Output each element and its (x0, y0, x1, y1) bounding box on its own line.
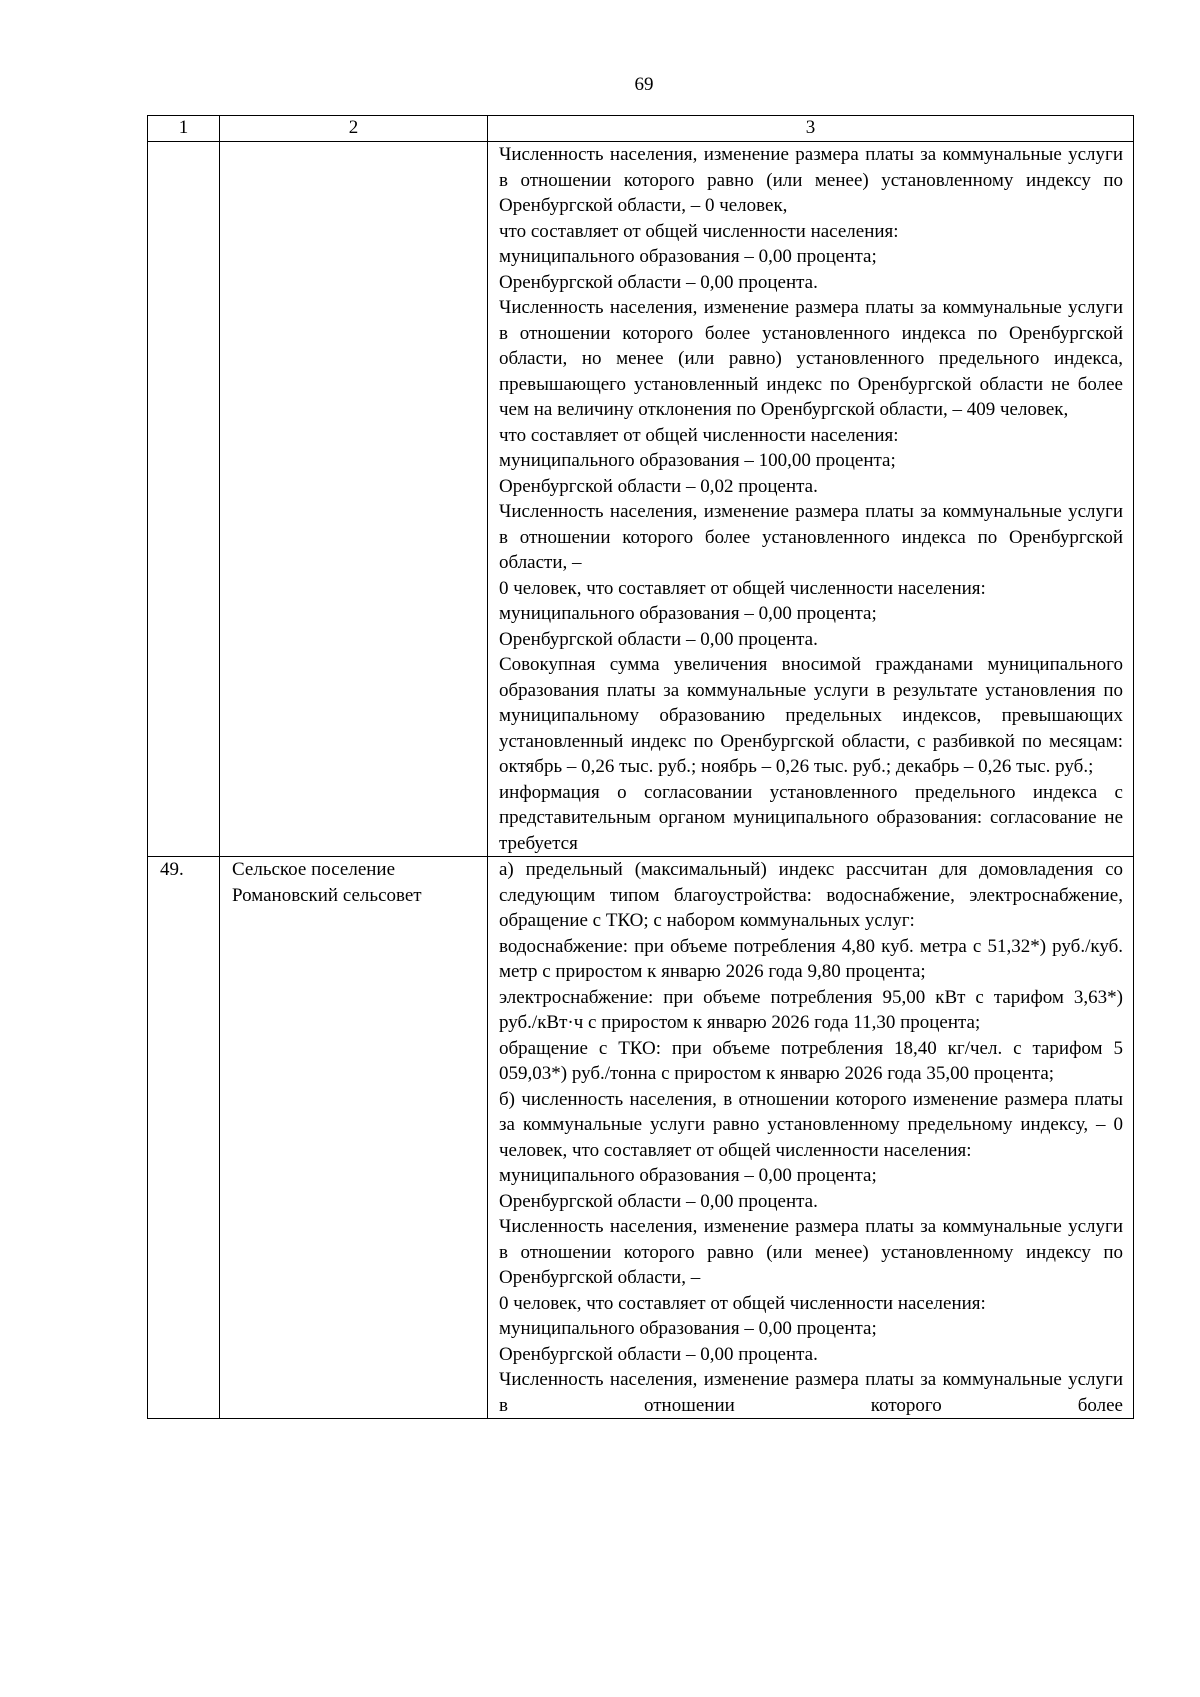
content-paragraph: 0 человек, что составляет от общей численности населения: (499, 577, 986, 599)
content-paragraph: муниципального образования – 0,00 процента; (499, 603, 877, 624)
table-row (148, 142, 1134, 857)
content-paragraph: информация о согласовании установленного предельного индекса с представительным органом муниципального образования: согласование не требуется (499, 781, 1123, 854)
content-paragraph: Оренбургской области – 0,00 процента. (499, 1343, 818, 1365)
content-paragraph: электроснабжение: при объеме потребления 95,00 кВт с тарифом 3,63*) руб./кВт·ч с приростом к январю 2026 года 11,30 процента; (499, 986, 1123, 1033)
page-number: 69 (634, 74, 654, 95)
row-number (148, 142, 220, 857)
row-content (488, 142, 1134, 857)
table-row (148, 857, 1134, 1419)
content-paragraph: Оренбургской области – 0,00 процента. (499, 628, 818, 650)
content-paragraph: Совокупная сумма увеличения вносимой гражданами муниципального образования платы за коммунальные услуги в результате установления по муниципальному образованию предельных индексов, превышающих установленный индекс по Оренбургской области, с разбивкой по месяцам: октябрь – 0,26 тыс. руб.; ноябрь – 0,26 тыс. руб.; декабрь – 0,26 тыс. руб.; (499, 654, 1123, 777)
content-paragraph: муниципального образования – 100,00 процента; (499, 450, 896, 471)
table-header-row (148, 116, 1134, 142)
content-paragraph: б) численность населения, в отношении которого изменение размера платы за коммунальные услуги равно установленному предельному индексу, – 0 человек, что составляет от общей численности населения: (499, 1088, 1123, 1161)
settlement-name: Сельское поселение Романовский сельсовет (220, 857, 488, 1419)
content-paragraph: Численность населения, изменение размера платы за коммунальные услуги в отношении которого более (499, 1369, 1123, 1416)
content-paragraph: Численность населения, изменение размера платы за коммунальные услуги в отношении которого равно (или менее) установленному индексу по Оренбургской области, – 0 человек, (499, 144, 1123, 216)
content-paragraph: Оренбургской области – 0,02 процента. (499, 475, 818, 497)
content-paragraph: что составляет от общей численности населения: (499, 424, 899, 446)
content-paragraph: Численность населения, изменение размера платы за коммунальные услуги в отношении которого более установленного индекса по Оренбургской области, – (499, 501, 1123, 573)
content-paragraph: Численность населения, изменение размера платы за коммунальные услуги в отношении которого равно (или менее) установленному индексу по Оренбургской области, – (499, 1216, 1123, 1288)
column-header-3: 3 (488, 116, 1134, 142)
content-paragraph: муниципального образования – 0,00 процента; (499, 246, 877, 267)
column-header-2: 2 (220, 116, 488, 142)
content-paragraph: Оренбургской области – 0,00 процента. (499, 1190, 818, 1212)
content-paragraph: муниципального образования – 0,00 процента; (499, 1318, 877, 1339)
content-paragraph: Численность населения, изменение размера платы за коммунальные услуги в отношении которого более установленного индекса по Оренбургской области, но менее (или равно) установленного предельного индекса, превышающего установленный индекс по Оренбургской области не более чем на величину отклонения по Оренбургской области, – 409 человек, (499, 297, 1123, 420)
column-header-1: 1 (148, 116, 220, 142)
content-paragraph: 0 человек, что составляет от общей численности населения: (499, 1292, 986, 1314)
index-table (147, 115, 1134, 1419)
content-paragraph: что составляет от общей численности населения: (499, 220, 899, 242)
content-paragraph: муниципального образования – 0,00 процента; (499, 1165, 877, 1186)
content-paragraph: а) предельный (максимальный) индекс рассчитан для домовладения со следующим типом благоустройства: водоснабжение, электроснабжение, обращение с ТКО; с набором коммунальных услуг: (499, 859, 1123, 931)
row-content (488, 857, 1134, 1419)
row-number: 49. (148, 857, 220, 1419)
content-paragraph: Оренбургской области – 0,00 процента. (499, 271, 818, 293)
content-paragraph: обращение с ТКО: при объеме потребления 18,40 кг/чел. с тарифом 5 059,03*) руб./тонна с приростом к январю 2026 года 35,00 процента; (499, 1037, 1123, 1084)
settlement-name (220, 142, 488, 857)
content-paragraph: водоснабжение: при объеме потребления 4,80 куб. метра с 51,32*) руб./куб. метр с приростом к январю 2026 года 9,80 процента; (499, 935, 1123, 982)
